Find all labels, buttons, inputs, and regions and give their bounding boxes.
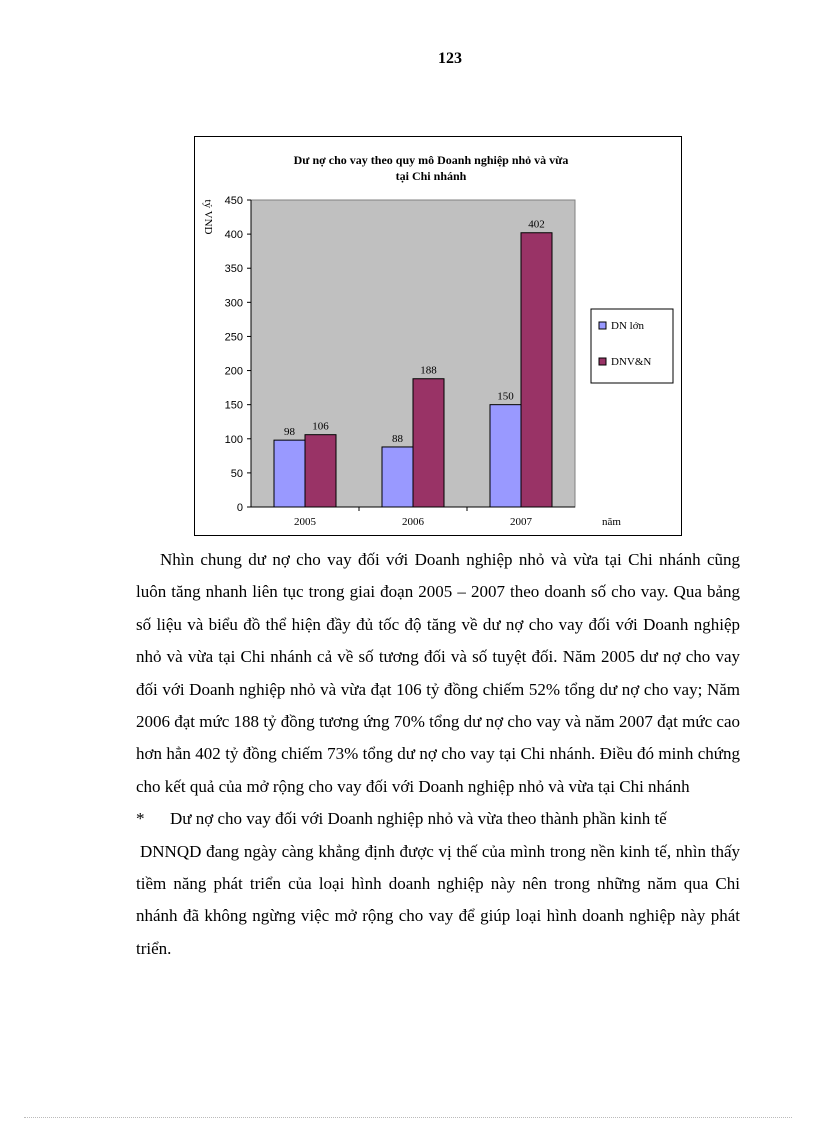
legend-label: DNV&N <box>611 356 652 368</box>
bar-chart-svg <box>195 137 681 535</box>
bar <box>490 405 521 507</box>
legend-label: DN lớn <box>611 320 645 332</box>
paragraph-dnnqd: DNNQD đang ngày càng khẳng định được vị thế của mình trong nền kinh tế, nhìn thấy tiềm năng phát triển của loại hình doanh nghiệp này nên trong những năm qua Chi nhánh đã không ngừng việc mở rộng cho vay để giúp loại hình doanh nghiệp này phát triển. <box>136 841 740 958</box>
data-label: 98 <box>284 426 295 439</box>
y-tick-label: 50 <box>230 467 243 480</box>
bullet-asterisk: * <box>136 809 145 829</box>
data-label: 88 <box>392 432 403 445</box>
bullet-heading-text: Dư nợ cho vay đối với Doanh nghiệp nhỏ và vừa theo thành phần kinh tế <box>170 809 667 829</box>
y-axis-label: tỷ VND <box>202 199 214 235</box>
y-tick-label: 450 <box>224 195 243 207</box>
paragraph-summary: Nhìn chung dư nợ cho vay đối với Doanh nghiệp nhỏ và vừa tại Chi nhánh cũng luôn tăng nhanh liên tục trong giai đoạn 2005 – 2007 theo doanh số cho vay. Qua bảng số liệu và biểu đồ thể hiện đầy đủ tốc độ tăng về dư nợ cho vay đối với Doanh nghiệp nhỏ và vừa tại Chi nhánh cả về số tương đối và số tuyệt đối. Năm 2005 dư nợ cho vay đối với Doanh nghiệp nhỏ và vừa đạt 106 tỷ đồng chiếm 52% tổng dư nợ cho vay; Năm 2006 đạt mức 188 tỷ đồng tương ứng 70% tổng dư nợ cho vay và năm 2007 đạt mức cao hơn hẳn 402 tỷ đồng chiếm 73% tổng dư nợ cho vay tại Chi nhánh. Điều đó minh chứng cho kết quả của mở rộng cho vay đối với Doanh nghiệp nhỏ và vừa tại Chi nhánh <box>136 550 740 796</box>
y-tick-label: 100 <box>224 433 243 446</box>
legend-swatch <box>599 358 606 365</box>
chart-title-line2: tại Chi nhánh <box>395 169 467 183</box>
x-tick-label: 2006 <box>402 516 424 528</box>
bar <box>521 233 552 507</box>
legend-swatch <box>599 322 606 329</box>
data-label: 106 <box>312 420 329 433</box>
body-text <box>136 544 740 965</box>
chart-title-line1: Dư nợ cho vay theo quy mô Doanh nghiệp nhỏ và vừa <box>293 153 569 167</box>
x-tick-label: 2005 <box>294 516 316 528</box>
chart <box>194 136 682 536</box>
x-tick-label: 2007 <box>510 516 532 528</box>
data-label: 402 <box>528 218 545 231</box>
data-label: 188 <box>420 364 437 377</box>
data-label: 150 <box>497 390 514 403</box>
y-tick-label: 150 <box>224 399 243 412</box>
bar <box>413 379 444 507</box>
bar <box>274 440 305 507</box>
bullet-heading <box>136 803 740 835</box>
bar <box>305 435 336 507</box>
y-tick-label: 300 <box>224 297 243 310</box>
y-tick-label: 400 <box>224 229 243 242</box>
bottom-divider <box>24 1117 792 1118</box>
y-tick-label: 0 <box>236 502 243 514</box>
y-tick-label: 200 <box>224 365 243 378</box>
y-tick-label: 250 <box>224 331 243 344</box>
y-tick-label: 350 <box>224 263 243 276</box>
x-axis-label: năm <box>602 516 621 528</box>
bar <box>382 447 413 507</box>
page-number: 123 <box>438 50 462 67</box>
